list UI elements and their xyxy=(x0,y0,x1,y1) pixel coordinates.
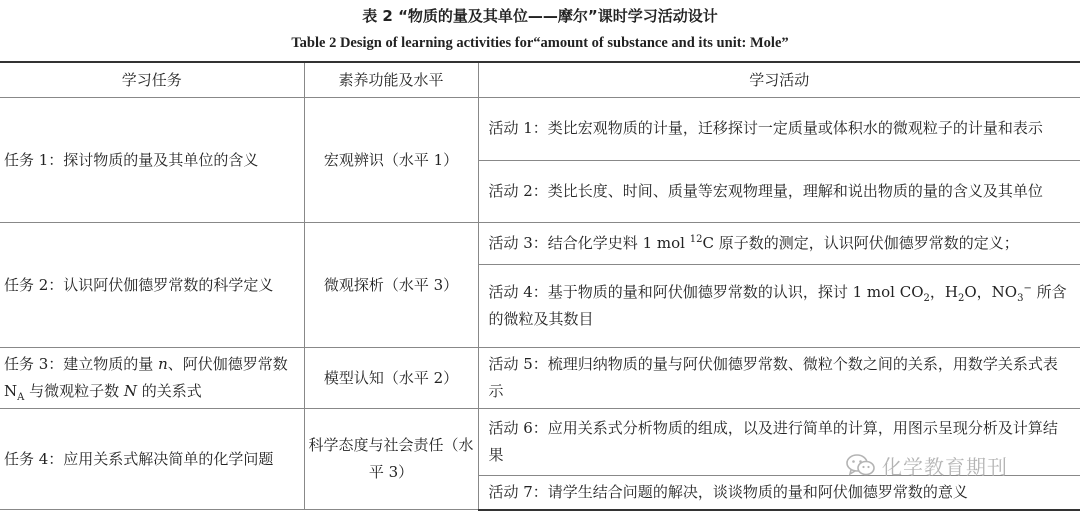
task-cell: 任务 3：建立物质的量 n、阿伏伽德罗常数 $N_A$ 与微观粒子数 N 的关系式 xyxy=(0,348,304,409)
level-cell: 科学态度与社会责任（水平 3） xyxy=(304,409,478,510)
task-cell: 任务 1：探讨物质的量及其单位的含义 xyxy=(0,98,304,223)
activity-cell: 活动 5：梳理归纳物质的量与阿伏伽德罗常数、微粒个数之间的关系，用数学关系式表示 xyxy=(478,348,1080,409)
table-row xyxy=(0,98,1080,161)
table-caption-en: Table 2 Design of learning activities for“amount of substance and its unit: Mole” xyxy=(291,35,789,51)
task-cell: 任务 2：认识阿伏伽德罗常数的科学定义 xyxy=(0,223,304,348)
column-header-activity: 学习活动 xyxy=(478,62,1080,98)
activity-cell: 活动 1：类比宏观物质的计量，迁移探讨一定质量或体积水的微观粒子的计量和表示 xyxy=(478,98,1080,161)
watermark-text: 化学教育期刊 xyxy=(882,454,1008,479)
wechat-icon xyxy=(846,453,876,477)
table-row xyxy=(0,223,1080,265)
activity-cell: 活动 6：应用关系式分析物质的组成，以及进行简单的计算，用图示呈现分析及计算结果 xyxy=(478,409,1080,476)
level-cell: 模型认知（水平 2） xyxy=(304,348,478,409)
watermark xyxy=(846,452,1008,478)
level-cell: 宏观辨识（水平 1） xyxy=(304,98,478,223)
column-header-task: 学习任务 xyxy=(0,62,304,98)
task-cell: 任务 4：应用关系式解决简单的化学问题 xyxy=(0,409,304,510)
activity-cell: 活动 3：结合化学史料 1 mol $^{12}$C 原子数的测定，认识阿伏伽德罗常数的定义； xyxy=(478,223,1080,265)
column-header-level: 素养功能及水平 xyxy=(304,62,478,98)
activity-cell: 活动 2：类比长度、时间、质量等宏观物理量，理解和说出物质的量的含义及其单位 xyxy=(478,160,1080,223)
learning-activities-table xyxy=(0,61,1080,511)
table-header-row xyxy=(0,62,1080,98)
level-cell: 微观探析（水平 3） xyxy=(304,223,478,348)
activity-cell: 活动 4：基于物质的量和阿伏伽德罗常数的认识，探讨 1 mol $CO_2$，$H_2O$，$NO_3^-$ 所含的微粒及其数目 xyxy=(478,265,1080,348)
table-caption-cn: 表 2 “物质的量及其单位——摩尔”课时学习活动设计 xyxy=(362,7,718,25)
table-row xyxy=(0,348,1080,409)
activity-cell: 活动 7：请学生结合问题的解决，谈谈物质的量和阿伏伽德罗常数的意义 xyxy=(478,475,1080,509)
